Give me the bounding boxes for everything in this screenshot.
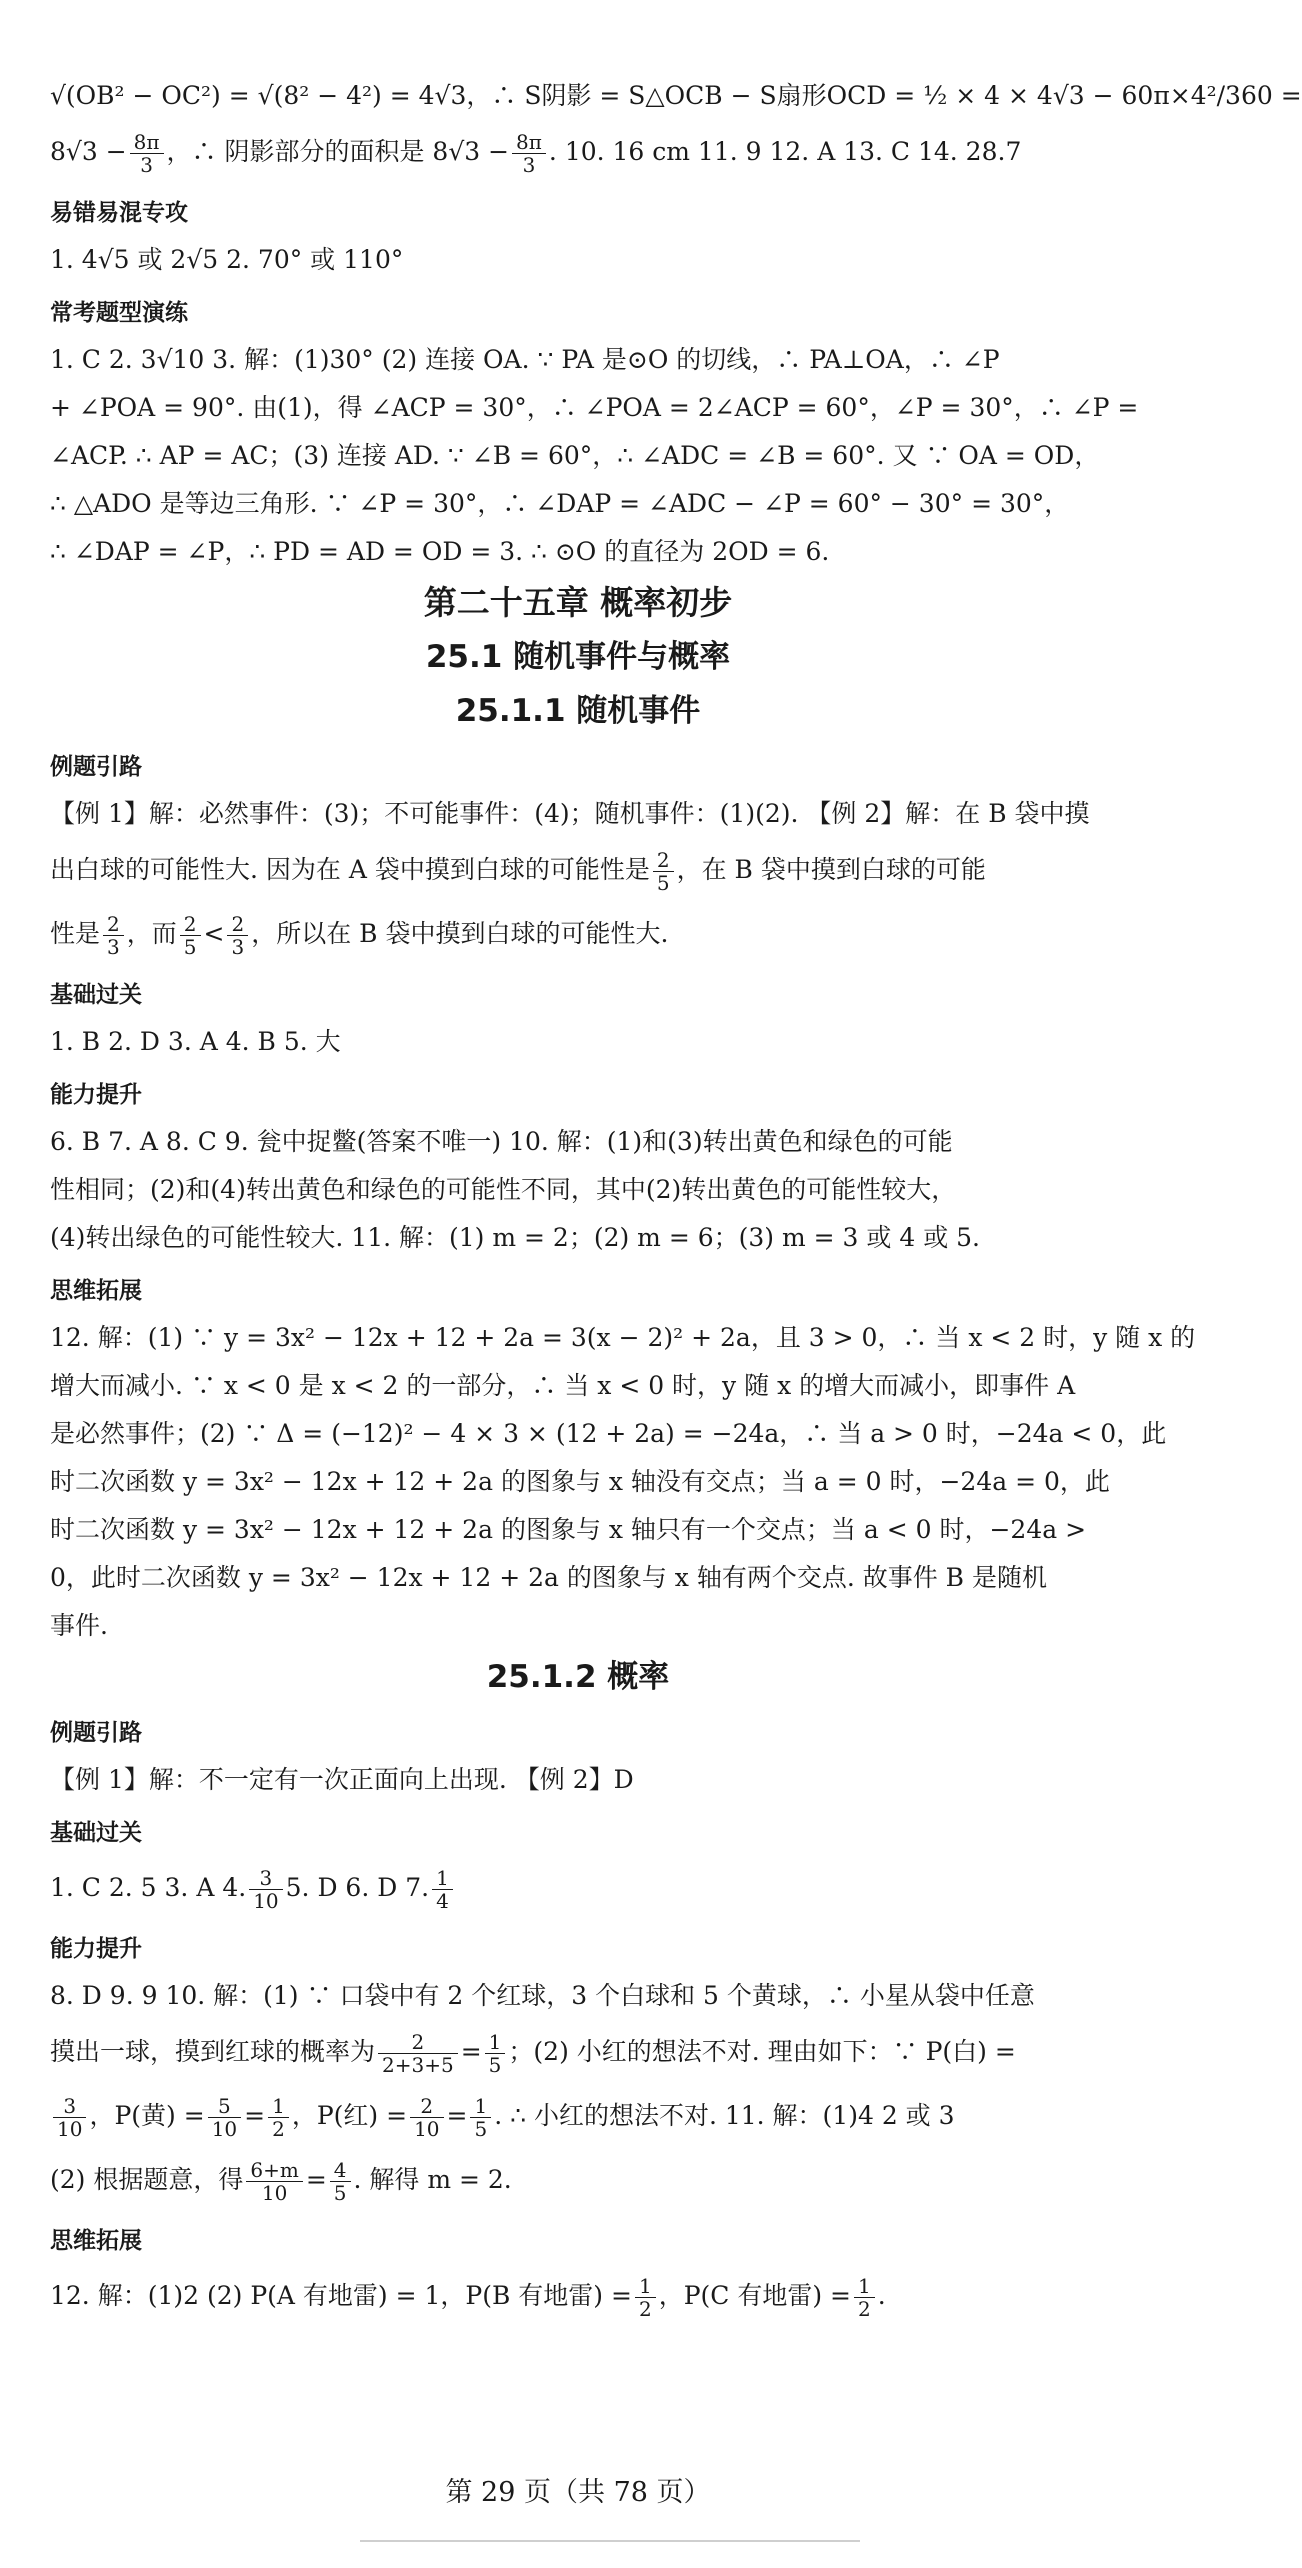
numerator: 4 (330, 2159, 351, 2182)
subsection-title: 25.1.1 随机事件 (455, 693, 701, 729)
text-line: 8. D 9. 9 10. 解：(1) ∵ 口袋中有 2 个红球，3 个白球和 5 个黄球，∴ 小星从袋中任意 (50, 1981, 1035, 2010)
numerator: 2 (227, 913, 248, 936)
denominator: 5 (656, 871, 670, 895)
text-line: + ∠POA = 90°. 由(1)，得 ∠ACP = 30°，∴ ∠POA = 2∠ACP = 60°，∠P = 30°，∴ ∠P = (50, 393, 1139, 422)
text-line: 事件. (50, 1611, 108, 1640)
fraction (653, 849, 674, 894)
fraction (432, 1867, 453, 1912)
fraction (268, 2095, 289, 2140)
section-heading: 易错易混专攻 (50, 200, 188, 226)
fraction (512, 131, 546, 176)
text-run: = (460, 2037, 482, 2066)
fraction (330, 2159, 351, 2204)
numerator: 1 (854, 2275, 875, 2298)
denominator: 2+3+5 (382, 2053, 454, 2077)
fraction (485, 2031, 506, 2076)
denominator: 2 (858, 2297, 871, 2321)
denominator: 2 (638, 2297, 652, 2321)
fraction (470, 2095, 491, 2140)
denominator: 5 (183, 935, 197, 959)
fraction (53, 2095, 86, 2140)
denominator: 3 (107, 935, 120, 959)
fraction (208, 2095, 241, 2140)
section-heading: 常考题型演练 (50, 300, 188, 326)
numerator: 8π (130, 131, 164, 154)
text-line: ∠ACP. ∴ AP = AC；(3) 连接 AD. ∵ ∠B = 60°，∴ ∠ADC = ∠B = 60°. 又 ∵ OA = OD， (50, 441, 1100, 470)
text-line: ∴ △ADO 是等边三角形. ∵ ∠P = 30°，∴ ∠DAP = ∠ADC − ∠P = 60° − 30° = 30°， (50, 489, 1070, 518)
text-line: 12. 解：(1) ∵ y = 3x² − 12x + 12 + 2a = 3(x − 2)² + 2a，且 3 > 0，∴ 当 x < 2 时，y 随 x 的 (50, 1323, 1196, 1352)
text-line: 增大而减小. ∵ x < 0 是 x < 2 的一部分，∴ 当 x < 0 时，y 随 x 的增大而减小，即事件 A (50, 1371, 1076, 1400)
denominator: 5 (488, 2053, 502, 2077)
fraction (180, 913, 201, 958)
numerator: 5 (208, 2095, 241, 2118)
denominator: 10 (253, 1889, 279, 1913)
text-run: ，而 (126, 919, 177, 948)
text-run: . (877, 2281, 886, 2310)
numerator: 1 (635, 2275, 656, 2298)
text-line: 6. B 7. A 8. C 9. 瓮中捉鳖(答案不唯一) 10. 解：(1)和(3)转出黄色和绿色的可能 (50, 1127, 953, 1156)
text-run: 出白球的可能性大. 因为在 A 袋中摸到白球的可能性是 (50, 855, 650, 884)
section-heading: 例题引路 (50, 754, 142, 780)
text-line: 1. C 2. 3√10 3. 解：(1)30° (2) 连接 OA. ∵ PA 是⊙O 的切线，∴ PA⊥OA，∴ ∠P (50, 345, 1000, 374)
fraction (103, 913, 124, 958)
denominator: 3 (140, 153, 153, 177)
text-line: 性相同；(2)和(4)转出黄色和绿色的可能性不同，其中(2)转出黄色的可能性较大， (50, 1175, 957, 1204)
section-heading: 基础过关 (50, 1820, 142, 1846)
text-run: = (244, 2101, 266, 2130)
text-line (50, 2148, 1106, 2212)
fraction (249, 1867, 282, 1912)
text-line: 1. 4√5 或 2√5 2. 70° 或 110° (50, 245, 404, 274)
text-line: 时二次函数 y = 3x² − 12x + 12 + 2a 的图象与 x 轴只有一个交点；当 a < 0 时，−24a > (50, 1515, 1087, 1544)
text-line: 是必然事件；(2) ∵ Δ = (−12)² − 4 × 3 × (12 + 2a) = −24a，∴ 当 a > 0 时，−24a < 0，此 (50, 1419, 1167, 1448)
numerator: 2 (180, 913, 201, 936)
text-run: (2) 根据题意，得 (50, 2165, 244, 2194)
section-title: 25.1 随机事件与概率 (425, 639, 731, 675)
numerator: 3 (249, 1867, 282, 1890)
section-heading: 思维拓展 (50, 1278, 142, 1304)
subsection-title: 25.1.2 概率 (486, 1659, 670, 1695)
text-run: ，P(黄) = (89, 2101, 205, 2130)
denominator: 10 (57, 2117, 83, 2141)
text-run: ，在 B 袋中摸到白球的可能 (676, 855, 986, 884)
text-line (50, 2020, 1106, 2084)
denominator: 3 (522, 153, 536, 177)
fraction (130, 131, 164, 176)
fraction (854, 2275, 875, 2320)
numerator: 1 (485, 2031, 506, 2054)
denominator: 10 (261, 2181, 288, 2205)
numerator: 1 (268, 2095, 289, 2118)
text-run: = (305, 2165, 327, 2194)
numerator: 1 (470, 2095, 491, 2118)
numerator: 2 (378, 2031, 458, 2054)
text-run: ；(2) 小红的想法不对. 理由如下：∵ P(白) = (508, 2037, 1016, 2066)
fraction (227, 913, 248, 958)
numerator: 3 (53, 2095, 86, 2118)
text-run: < (203, 919, 225, 948)
text-run: . 解得 m = 2. (353, 2165, 512, 2194)
denominator: 10 (414, 2117, 440, 2141)
text-run: 8√3 − (50, 137, 127, 166)
denominator: 10 (211, 2117, 238, 2141)
text-run: 12. 解：(1)2 (2) P(A 有地雷) = 1，P(B 有地雷) = (50, 2281, 632, 2310)
numerator: 2 (103, 913, 124, 936)
numerator: 1 (432, 1867, 453, 1890)
page-footer: 第 29 页（共 78 页） (445, 2477, 711, 2508)
text-run: = (446, 2101, 468, 2130)
text-run: 5. D 6. D 7. (285, 1873, 430, 1902)
numerator: 8π (512, 131, 546, 154)
text-line (50, 2264, 1106, 2328)
text-run: ，P(红) = (291, 2101, 408, 2130)
text-line: 0，此时二次函数 y = 3x² − 12x + 12 + 2a 的图象与 x 轴有两个交点. 故事件 B 是随机 (50, 1563, 1047, 1592)
denominator: 5 (474, 2117, 488, 2141)
text-line (50, 902, 1106, 966)
numerator: 6+m (246, 2159, 302, 2182)
section-heading: 思维拓展 (50, 2228, 142, 2254)
text-line: 【例 1】解：不一定有一次正面向上出现. 【例 2】D (50, 1765, 634, 1794)
text-line (50, 120, 1106, 184)
text-line (50, 1856, 1106, 1920)
chapter-title: 第二十五章 概率初步 (423, 583, 733, 622)
text-run: ，P(C 有地雷) = (658, 2281, 851, 2310)
denominator: 3 (231, 935, 245, 959)
text-run: ，∴ 阴影部分的面积是 8√3 − (166, 137, 510, 166)
fraction (378, 2031, 458, 2076)
section-heading: 能力提升 (50, 1082, 142, 1108)
text-run: . 10. 16 cm 11. 9 12. A 13. C 14. 28.7 (548, 137, 1022, 166)
numerator: 2 (410, 2095, 443, 2118)
text-run: 1. C 2. 5 3. A 4. (50, 1873, 247, 1902)
text-run: . ∴ 小红的想法不对. 11. 解：(1)4 2 或 3 (494, 2101, 955, 2130)
text-line: 【例 1】解：必然事件：(3)；不可能事件：(4)；随机事件：(1)(2). 【例 2】解：在 B 袋中摸 (50, 799, 1090, 828)
denominator: 2 (272, 2117, 285, 2141)
fraction (246, 2159, 302, 2204)
fraction (410, 2095, 443, 2140)
section-heading: 能力提升 (50, 1936, 142, 1962)
text-run: ，所以在 B 袋中摸到白球的可能性大. (251, 919, 669, 948)
fraction (635, 2275, 656, 2320)
section-heading: 例题引路 (50, 1720, 142, 1746)
denominator: 5 (333, 2181, 347, 2205)
text-line (50, 838, 1106, 902)
footer-rule (360, 2540, 860, 2542)
denominator: 4 (436, 1889, 449, 1913)
text-line: 1. B 2. D 3. A 4. B 5. 大 (50, 1027, 341, 1056)
text-run: 摸出一球，摸到红球的概率为 (50, 2037, 376, 2066)
text-line: 时二次函数 y = 3x² − 12x + 12 + 2a 的图象与 x 轴没有交点；当 a = 0 时，−24a = 0，此 (50, 1467, 1110, 1496)
text-run: 性是 (50, 919, 101, 948)
text-line (50, 2084, 1106, 2148)
text-line: (4)转出绿色的可能性较大. 11. 解：(1) m = 2；(2) m = 6；(3) m = 3 或 4 或 5. (50, 1223, 980, 1252)
text-line: √(OB² − OC²) = √(8² − 4²) = 4√3，∴ S阴影 = S△OCB − S扇形OCD = ½ × 4 × 4√3 − 60π×4²/360 = (50, 81, 1302, 110)
section-heading: 基础过关 (50, 982, 142, 1008)
text-line: ∴ ∠DAP = ∠P，∴ PD = AD = OD = 3. ∴ ⊙O 的直径为 2OD = 6. (50, 537, 830, 566)
numerator: 2 (653, 849, 674, 872)
